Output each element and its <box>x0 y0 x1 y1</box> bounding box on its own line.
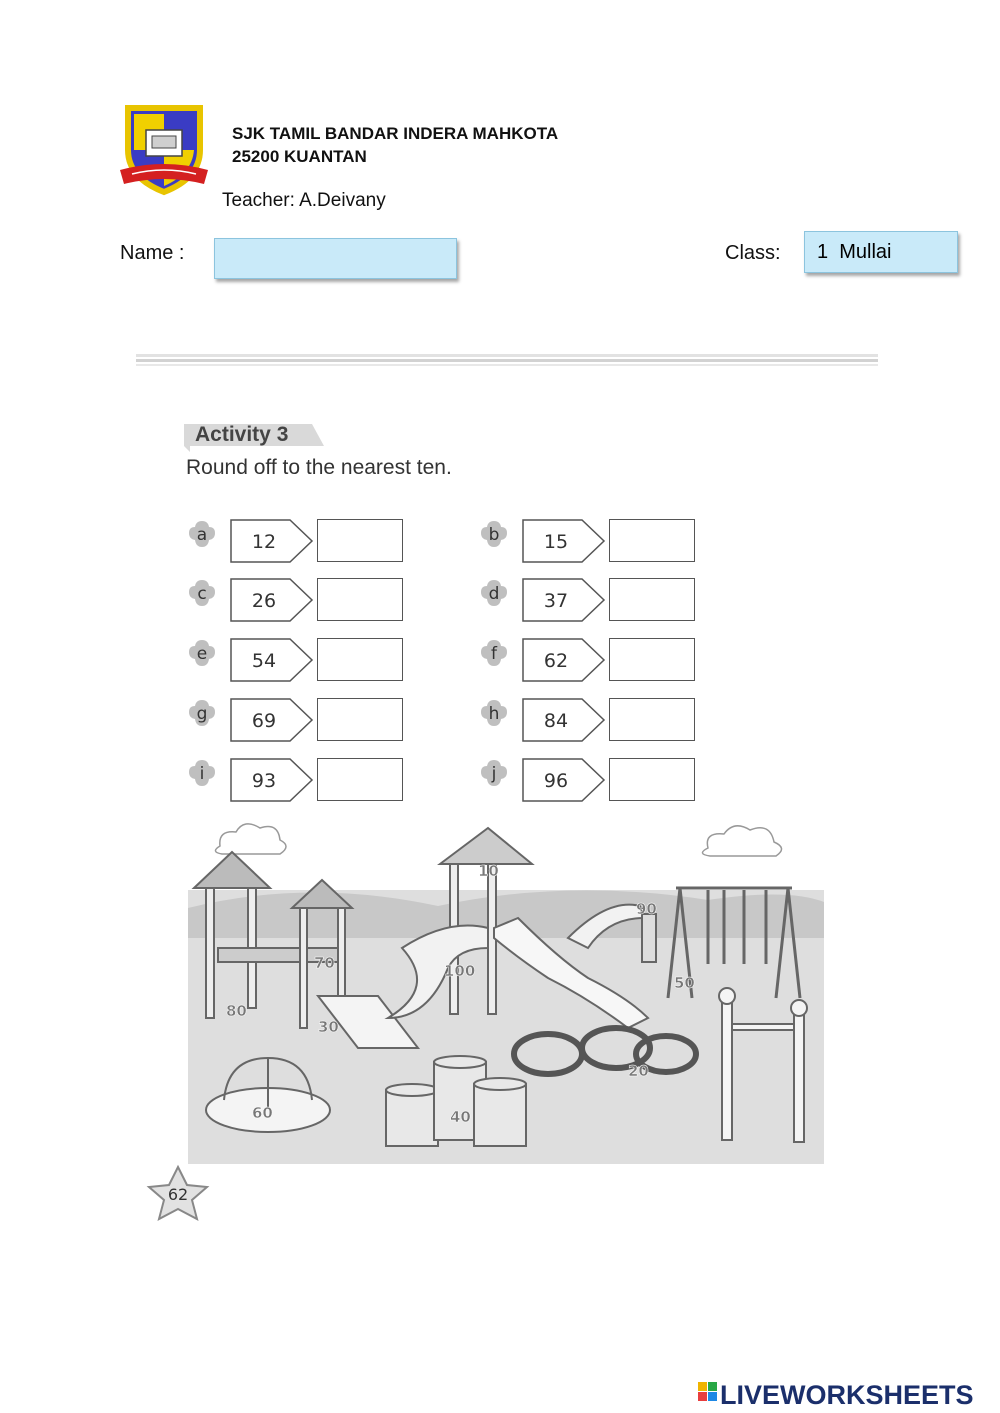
item-number-b: 15 <box>543 531 569 553</box>
playground-number-90: 90 <box>636 900 657 918</box>
item-letter-j: j <box>491 764 497 784</box>
page-number-star <box>143 1163 213 1223</box>
item-number-i: 93 <box>251 770 277 792</box>
item-number-box-f <box>522 638 608 684</box>
answer-input-c[interactable] <box>317 578 403 621</box>
item-label-j <box>478 757 510 789</box>
liveworksheets-brand-text: LIVEWORKSHEETS <box>720 1380 974 1410</box>
item-label-b <box>478 518 510 550</box>
item-number-a: 12 <box>251 531 277 553</box>
page-number-text: 62 <box>167 1185 189 1204</box>
item-label-i <box>186 757 218 789</box>
class-label: Class: <box>725 242 781 264</box>
playground-illustration <box>188 818 824 1164</box>
item-number-box-c <box>230 578 316 624</box>
activity-title: Activity 3 <box>195 423 289 446</box>
item-letter-d: d <box>488 584 500 604</box>
answer-input-h[interactable] <box>609 698 695 741</box>
playground-number-10: 10 <box>478 862 499 880</box>
cloud-left <box>215 824 286 854</box>
answer-input-a[interactable] <box>317 519 403 562</box>
item-label-e <box>186 637 218 669</box>
item-letter-h: h <box>488 704 500 724</box>
playground-number-70: 70 <box>314 954 335 972</box>
answer-input-g[interactable] <box>317 698 403 741</box>
item-number-j: 96 <box>543 770 569 792</box>
item-number-box-j <box>522 758 608 804</box>
item-number-box-g <box>230 698 316 744</box>
item-number-c: 26 <box>251 590 277 612</box>
school-name-line1: SJK TAMIL BANDAR INDERA MAHKOTA <box>232 124 559 143</box>
item-letter-e: e <box>196 644 208 664</box>
item-number-g: 69 <box>251 710 277 732</box>
item-letter-c: c <box>197 584 207 604</box>
playground-number-50: 50 <box>674 974 695 992</box>
playground-number-20: 20 <box>628 1062 649 1080</box>
item-letter-g: g <box>196 704 208 724</box>
item-label-c <box>186 577 218 609</box>
playground-number-40: 40 <box>450 1108 471 1126</box>
item-number-d: 37 <box>543 590 569 612</box>
item-number-h: 84 <box>543 710 569 732</box>
playground-number-30: 30 <box>318 1018 339 1036</box>
item-number-e: 54 <box>251 650 277 672</box>
playground-number-80: 80 <box>226 1002 247 1020</box>
playground-number-100: 100 <box>444 962 476 980</box>
item-label-f <box>478 637 510 669</box>
section-divider <box>136 354 878 368</box>
playground-number-60: 60 <box>252 1104 273 1122</box>
instruction-text: Round off to the nearest ten. <box>186 456 452 479</box>
item-label-d <box>478 577 510 609</box>
answer-input-j[interactable] <box>609 758 695 801</box>
cloud-right <box>702 826 781 856</box>
school-crest-logo <box>118 100 210 196</box>
name-input[interactable] <box>214 238 457 279</box>
answer-input-b[interactable] <box>609 519 695 562</box>
answer-input-f[interactable] <box>609 638 695 681</box>
liveworksheets-logo <box>696 1376 996 1412</box>
item-letter-i: i <box>199 764 205 784</box>
answer-input-d[interactable] <box>609 578 695 621</box>
item-number-box-i <box>230 758 316 804</box>
teacher-name: Teacher: A.Deivany <box>222 190 386 211</box>
item-number-box-b <box>522 519 608 565</box>
item-number-box-a <box>230 519 316 565</box>
item-number-box-e <box>230 638 316 684</box>
name-label: Name : <box>120 242 185 264</box>
answer-input-i[interactable] <box>317 758 403 801</box>
item-label-a <box>186 518 218 550</box>
item-letter-a: a <box>196 525 208 545</box>
school-address-line2: 25200 KUANTAN <box>232 147 367 166</box>
item-number-box-h <box>522 698 608 744</box>
answer-input-e[interactable] <box>317 638 403 681</box>
item-label-h <box>478 697 510 729</box>
item-number-f: 62 <box>543 650 569 672</box>
item-letter-b: b <box>488 525 500 545</box>
item-letter-f: f <box>491 644 497 664</box>
school-name <box>232 122 558 168</box>
item-number-box-d <box>522 578 608 624</box>
item-label-g <box>186 697 218 729</box>
class-input[interactable] <box>804 231 958 273</box>
